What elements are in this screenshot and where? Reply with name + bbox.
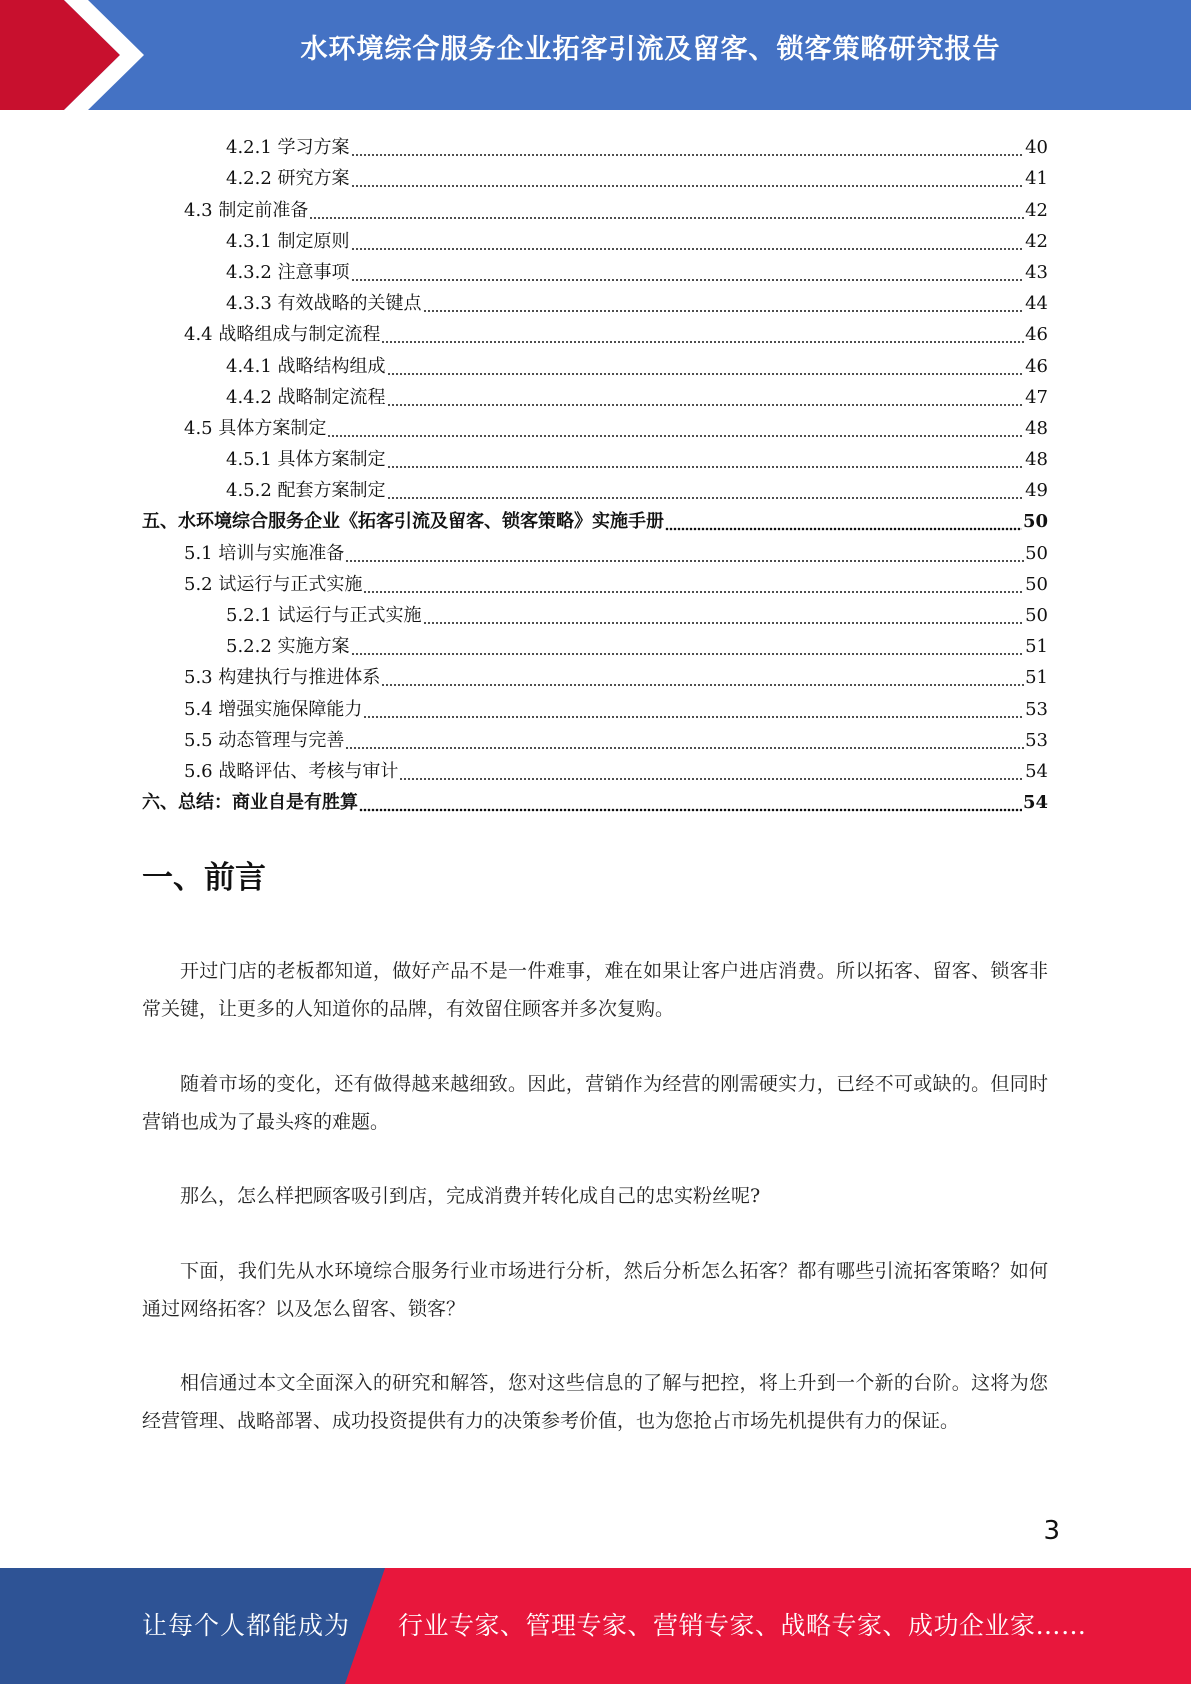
toc-dot-leader [363,699,1024,721]
toc-entry[interactable] [142,752,1048,783]
toc-dot-leader [665,511,1022,533]
toc-entry-title: 4.3.2 注意事项 [226,261,350,283]
page-header [0,0,1191,110]
toc-entry-page: 42 [1025,230,1048,252]
toc-entry[interactable] [142,222,1048,253]
toc-entry-page: 49 [1025,480,1048,502]
toc-entry-title: 4.2.2 研究方案 [226,168,350,190]
body-paragraph: 那么，怎么样把顾客吸引到店，完成消费并转化成自己的忠实粉丝呢? [180,1185,761,1207]
toc-dot-leader [387,449,1025,471]
toc-dot-leader [345,730,1024,752]
toc-entry[interactable] [142,346,1048,377]
toc-entry-page: 53 [1025,698,1048,720]
toc-entry-page: 54 [1025,760,1048,782]
toc-entry-title: 4.5 具体方案制定 [184,417,327,439]
toc-dot-leader [381,324,1024,346]
toc-dot-leader [351,636,1025,658]
toc-entry[interactable] [142,190,1048,221]
toc-dot-leader [399,761,1024,783]
toc-entry[interactable] [142,533,1048,564]
toc-entry[interactable] [142,440,1048,471]
toc-dot-leader [423,293,1025,315]
toc-entry[interactable] [142,721,1048,752]
toc-entry[interactable] [142,471,1048,502]
toc-entry-page: 47 [1025,386,1048,408]
toc-entry-page: 51 [1025,667,1048,689]
footer-slogan-left: 让每个人都能成为 [142,1611,351,1640]
toc-entry-title: 4.3 制定前准备 [184,199,309,221]
body-paragraph: 相信通过本文全面深入的研究和解答，您对这些信息的了解与把控，将上升到一个新的台阶。这将为您经营管理、战略部署、成功投资提供有力的决策参考价值，也为您抢占市场先机提供有力的保证。 [142,1372,1048,1432]
toc-entry-page: 40 [1025,137,1048,159]
toc-entry[interactable] [142,565,1048,596]
toc-entry-page: 50 [1025,542,1048,564]
toc-entry-title: 5.2.1 试运行与正式实施 [226,605,422,626]
toc-dot-leader [351,168,1025,190]
toc-entry-title: 4.4.2 战略制定流程 [226,386,386,408]
toc-entry-title: 5.2 试运行与正式实施 [184,573,363,595]
toc-entry-title: 4.3.3 有效战略的关键点 [226,293,422,315]
toc-entry-page: 46 [1025,355,1048,377]
toc-entry-title: 5.1 培训与实施准备 [184,542,345,564]
section-body [142,952,1048,1477]
toc-entry[interactable] [142,658,1048,689]
toc-entry-page: 50 [1022,511,1048,533]
page-number: 3 [1043,1516,1060,1546]
toc-entry-title: 5.3 构建执行与推进体系 [184,667,381,689]
toc-entry-title: 4.2.1 学习方案 [226,137,350,159]
toc-dot-leader [387,356,1025,378]
toc-entry[interactable] [142,128,1048,159]
header-arrow-decoration [0,0,160,110]
toc-entry-title: 5.6 战略评估、考核与审计 [184,760,399,782]
toc-dot-leader [351,137,1025,159]
toc-dot-leader [327,418,1024,440]
toc-entry-title: 4.5.1 具体方案制定 [226,449,386,471]
body-paragraph: 随着市场的变化，还有做得越来越细致。因此，营销作为经营的刚需硬实力，已经不可或缺的。但同时营销也成为了最头疼的难题。 [142,1072,1048,1133]
toc-entry[interactable] [142,596,1048,627]
toc-entry-page: 48 [1025,449,1048,471]
toc-entry-title: 5.5 动态管理与完善 [184,729,345,751]
toc-entry[interactable] [142,689,1048,720]
toc-dot-leader [309,200,1024,222]
toc-entry-page: 50 [1025,605,1048,626]
toc-entry[interactable] [142,502,1048,533]
toc-entry[interactable] [142,627,1048,658]
toc-entry-title: 五、水环境综合服务企业《拓客引流及留客、锁客策略》实施手册 [142,511,664,533]
toc-entry-page: 50 [1025,573,1048,595]
toc-entry-title: 5.2.2 实施方案 [226,636,350,658]
toc-entry[interactable] [142,159,1048,190]
footer-slogan-right: 行业专家、管理专家、营销专家、战略专家、成功企业家…… [398,1611,1087,1640]
page-footer [0,1568,1191,1684]
toc-entry[interactable] [142,378,1048,409]
toc-entry-title: 4.4 战略组成与制定流程 [184,324,381,346]
body-paragraph: 开过门店的老板都知道，做好产品不是一件难事，难在如果让客户进店消费。所以拓客、留客、锁客非常关键，让更多的人知道你的品牌，有效留住顾客并多次复购。 [142,960,1048,1020]
toc-dot-leader [363,574,1024,596]
toc-entry[interactable] [142,253,1048,284]
toc-entry[interactable] [142,783,1048,814]
toc-dot-leader [387,387,1025,409]
toc-dot-leader [345,543,1024,565]
toc-entry-title: 六、总结：商业自是有胜算 [142,792,358,814]
toc-entry-page: 43 [1025,261,1048,283]
toc-dot-leader [351,262,1025,284]
toc-entry-title: 4.5.2 配套方案制定 [226,480,386,502]
toc-entry-page: 46 [1025,324,1048,346]
section-heading: 一、前言 [142,860,266,896]
toc-entry-page: 48 [1025,417,1048,439]
toc-dot-leader [351,231,1025,253]
toc-entry-page: 42 [1025,199,1048,221]
table-of-contents [142,128,1048,814]
report-title: 水环境综合服务企业拓客引流及留客、锁客策略研究报告 [300,34,1001,65]
toc-dot-leader [359,792,1022,814]
toc-entry-title: 4.4.1 战略结构组成 [226,355,386,377]
toc-entry[interactable] [142,284,1048,315]
toc-entry-page: 51 [1025,636,1048,658]
toc-entry-page: 41 [1025,168,1048,190]
toc-dot-leader [423,605,1025,627]
body-paragraph: 下面，我们先从水环境综合服务行业市场进行分析，然后分析怎么拓客？都有哪些引流拓客策略？如何通过网络拓客？以及怎么留客、锁客？ [142,1259,1048,1320]
toc-dot-leader [387,480,1025,502]
toc-entry-page: 44 [1025,293,1048,315]
toc-entry-title: 4.3.1 制定原则 [226,230,350,252]
toc-entry-page: 54 [1022,792,1048,814]
toc-entry-page: 53 [1025,729,1048,751]
toc-entry[interactable] [142,409,1048,440]
toc-dot-leader [381,667,1024,689]
toc-entry-title: 5.4 增强实施保障能力 [184,698,363,720]
toc-entry[interactable] [142,315,1048,346]
